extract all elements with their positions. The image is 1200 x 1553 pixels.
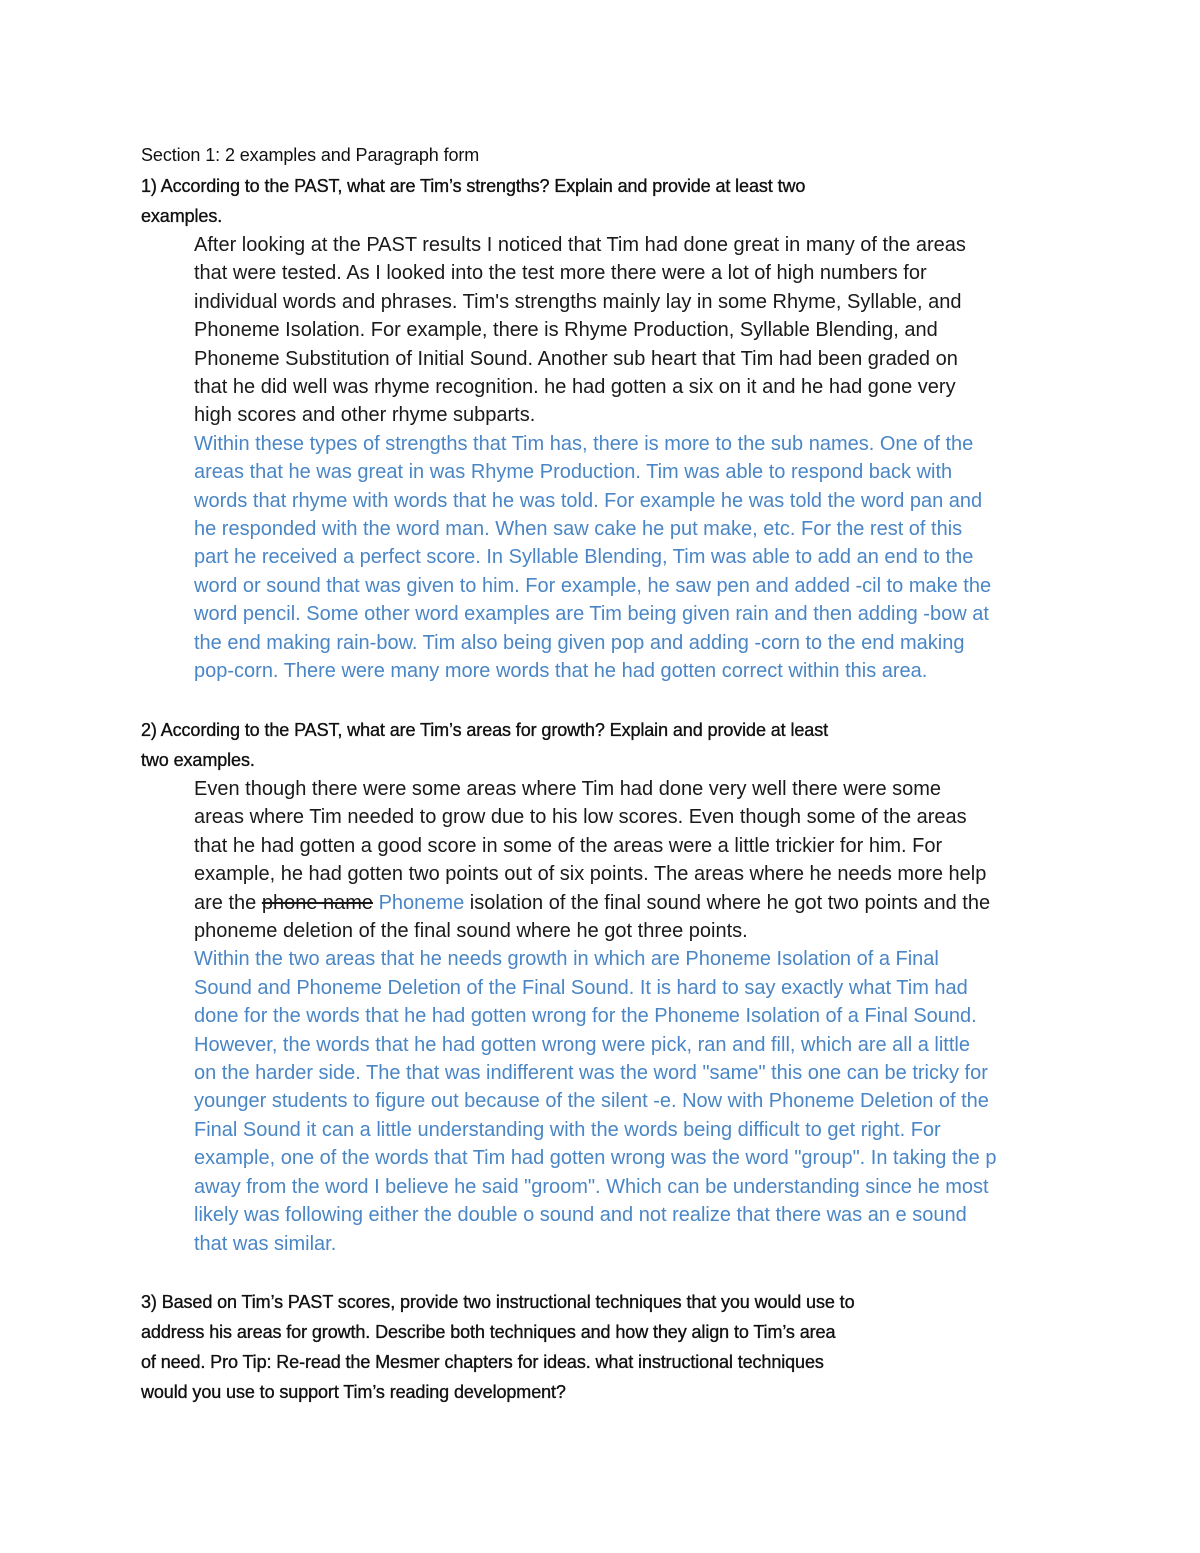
answer-line-blue: word pencil. Some other word examples are Tim being given rain and then adding -bow at [194, 603, 989, 626]
answer-line-blue: Sound and Phoneme Deletion of the Final Sound. It is hard to say exactly what Tim had [194, 976, 968, 999]
question-1-answer [194, 231, 1074, 686]
answer-line: that he had gotten a good score in some of the areas were a little trickier for him. For [194, 834, 943, 857]
answer-line: areas where Tim needed to grow due to his low scores. Even though some of the areas [194, 806, 967, 829]
answer-line: Phoneme Isolation. For example, there is Rhyme Production, Syllable Blending, and [194, 319, 938, 342]
answer-line: After looking at the PAST results I noticed that Tim had done great in many of the areas [194, 234, 966, 256]
question-3-line-2: address his areas for growth. Describe both techniques and how they align to Tim’s area [141, 1322, 836, 1342]
answer-line-blue: away from the word I believe he said "groom". Which can be understanding since he most [194, 1175, 989, 1198]
question-3-line-3: of need. Pro Tip: Re-read the Mesmer chapters for ideas. what instructional techniques [141, 1352, 824, 1372]
answer-line-blue: Within these types of strengths that Tim has, there is more to the sub names. One of the [194, 432, 974, 455]
answer-line-blue: he responded with the word man. When saw cake he put make, etc. For the rest of this [194, 518, 963, 541]
question-2-line-2: two examples. [141, 750, 255, 770]
answer-line: that he did well was rhyme recognition. he had gotten a six on it and he had gone very [194, 376, 956, 399]
answer-line-blue: word or sound that was given to him. For example, he saw pen and added -cil to make the [194, 574, 992, 597]
question-2-line-1: 2) According to the PAST, what are Tim’s areas for growth? Explain and provide at least [141, 720, 828, 740]
line-suffix: isolation of the final sound where he got two points and the [464, 891, 991, 914]
answer-line: that were tested. As I looked into the test more there were a lot of high numbers for [194, 262, 927, 285]
line-prefix: are the [194, 891, 262, 914]
answer-line-blue: younger students to figure out because of the silent -e. Now with Phoneme Deletion of the [194, 1090, 989, 1113]
question-1-line-1: 1) According to the PAST, what are Tim’s strengths? Explain and provide at least two [141, 176, 806, 196]
answer-line-blue: Within the two areas that he needs growth in which are Phoneme Isolation of a Final [194, 948, 939, 971]
question-3-line-4: would you use to support Tim’s reading development? [141, 1382, 566, 1402]
question-2-answer [194, 775, 1074, 1258]
answer-line-blue: example, one of the words that Tim had gotten wrong was the word "group". In taking the p [194, 1147, 997, 1170]
answer-line-blue: pop-corn. There were many more words that he had gotten correct within this area. [194, 660, 928, 683]
answer-line: individual words and phrases. Tim's strengths mainly lay in some Rhyme, Syllable, and [194, 290, 962, 313]
question-1-line-2: examples. [141, 206, 223, 226]
answer-line-blue: done for the words that he had gotten wrong for the Phoneme Isolation of a Final Sound. [194, 1005, 977, 1028]
inserted-text: Phoneme [373, 891, 465, 914]
answer-line: phoneme deletion of the final sound where he got three points. [194, 920, 748, 943]
answer-line-with-correction [194, 889, 1074, 917]
answer-line-blue: part he received a perfect score. In Syllable Blending, Tim was able to add an end to the [194, 546, 974, 569]
answer-line-blue: words that rhyme with words that he was told. For example he was told the word pan and [194, 489, 983, 512]
answer-line: example, he had gotten two points out of six points. The areas where he needs more help [194, 863, 987, 886]
answer-line-blue: likely was following either the double o sound and not realize that there was an e sound [194, 1204, 967, 1227]
answer-line-blue: the end making rain-bow. Tim also being given pop and adding -corn to the end making [194, 631, 965, 654]
answer-line-blue: areas that he was great in was Rhyme Production. Tim was able to respond back with [194, 461, 953, 484]
answer-line: Phoneme Substitution of Initial Sound. Another sub heart that Tim had been graded on [194, 347, 958, 370]
answer-line-blue: on the harder side. The that was indifferent was the word "same" this one can be tricky for [194, 1062, 988, 1085]
struck-text: phone name [261, 891, 374, 914]
answer-line-blue: that was similar. [194, 1232, 337, 1255]
answer-line: high scores and other rhyme subparts. [194, 404, 536, 427]
question-3-line-1: 3) Based on Tim’s PAST scores, provide two instructional techniques that you would use to [141, 1292, 855, 1312]
answer-line: Even though there were some areas where Tim had done very well there were some [194, 778, 942, 800]
answer-line-blue: Final Sound it can a little understanding with the words being difficult to get right. For [194, 1118, 941, 1141]
answer-line-blue: However, the words that he had gotten wrong were pick, ran and fill, which are all a little [194, 1033, 970, 1056]
section-title: Section 1: 2 examples and Paragraph form [141, 145, 480, 165]
